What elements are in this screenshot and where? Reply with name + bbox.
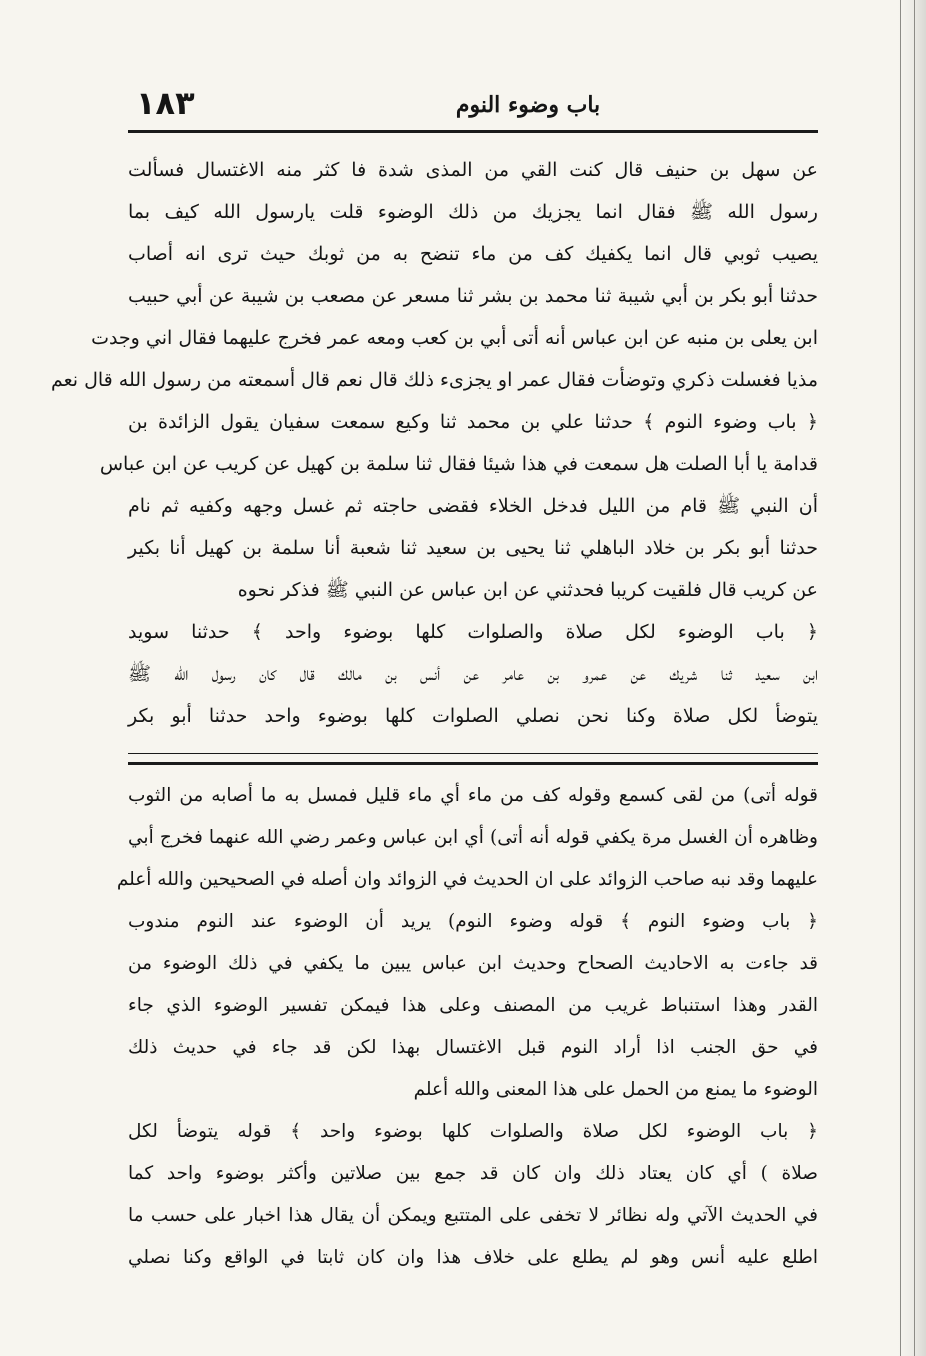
commentary-line: القدر وهذا استنباط غريب من المصنف وعلى هذا فيمكن تفسير الوضوء الذي جاء <box>128 995 818 1016</box>
commentary-line: صلاة ) أي كان يعتاد ذلك وان كان قد جمع بين صلاتين وأكثر بوضوء واحد كما <box>128 1163 818 1184</box>
header-rule <box>128 130 818 133</box>
footnote-divider <box>128 762 818 765</box>
commentary-line: ﴿ باب وضوء النوم ﴾ قوله وضوء النوم) يريد أن الوضوء عند النوم مندوب <box>128 911 818 932</box>
text-line: يتوضأ لكل صلاة وكنا نحن نصلي الصلوات كلها بوضوء واحد حدثنا أبو بكر <box>128 705 818 727</box>
commentary-line: قوله أتى) من لقى كسمع وقوله كف من ماء أي ماء قليل فمسل به ما أصابه من الثوب <box>128 785 818 806</box>
running-title: باب وضوء النوم <box>455 92 601 118</box>
commentary-line: ﴿ باب الوضوء لكل صلاة والصلوات كلها بوضوء واحد ﴾ قوله يتوضأ لكل <box>128 1121 818 1142</box>
footnote-divider <box>128 753 818 754</box>
text-line: عن كريب قال فلقيت كريبا فحدثني عن ابن عباس عن النبي ﷺ فذكر نحوه <box>237 579 818 601</box>
text-line: ﴿ باب الوضوء لكل صلاة والصلوات كلها بوضوء واحد ﴾ حدثنا سويد <box>128 621 818 643</box>
commentary-line: اطلع عليه أنس وهو لم يطلع على خلاف هذا وان كان ثابتا في الواقع وكنا نصلي <box>128 1247 818 1268</box>
text-line: يصيب ثوبي قال انما يكفيك كف من ماء تنضح به من ثوبك حيث ترى انه أصاب <box>128 243 818 265</box>
commentary-line: وظاهره أن الغسل مرة يكفي قوله أنه أتى) أي ابن عباس وعمر رضي الله عنهما فخرج أبي <box>128 827 818 848</box>
text-line: ابن سعيد ثنا شريك عن عمرو بن عامر عن أنس بن مالك قال كان رسول الله ﷺ <box>128 663 818 685</box>
text-line: ابن يعلى بن منبه عن ابن عباس أنه أتى أبي بن كعب ومعه عمر فخرج عليهما فقال اني وجدت <box>91 327 818 349</box>
text-line: رسول الله ﷺ فقال انما يجزيك من ذلك الوضوء قلت يارسول الله كيف بما <box>128 201 818 223</box>
text-line: مذيا فغسلت ذكري وتوضأت فقال عمر او يجزىء ذلك قال نعم قال أسمعته من رسول الله قال نعم <box>50 369 818 391</box>
commentary-line: عليهما وقد نبه صاحب الزوائد على ان الحديث في الزوائد وان أصله في الصحيحين والله أعلم <box>116 869 818 890</box>
page-edge-line <box>914 0 915 1356</box>
commentary-line: في حق الجنب اذا أراد النوم قبل الاغتسال بهذا لكن قد جاء في حديث ذلك <box>128 1037 818 1058</box>
page-edge-line <box>900 0 901 1356</box>
page-number: ١٨٣ <box>136 84 195 122</box>
text-line: أن النبي ﷺ قام من الليل فدخل الخلاء فقضى حاجته ثم غسل وجهه وكفيه ثم نام <box>128 495 818 517</box>
commentary-line: الوضوء ما يمنع من الحمل على هذا المعنى والله أعلم <box>413 1079 818 1100</box>
page-header <box>128 82 818 128</box>
page-edge-shadow <box>898 0 926 1356</box>
commentary-line: قد جاءت به الاحاديث الصحاح وحديث ابن عباس يبين ما يكفي في ذلك الوضوء من <box>128 953 818 974</box>
text-line: حدثنا أبو بكر بن أبي شيبة ثنا محمد بن بشر ثنا مسعر عن مصعب بن شيبة عن أبي حبيب <box>128 285 818 307</box>
text-line: قدامة يا أبا الصلت هل سمعت في هذا شيئا فقال ثنا سلمة بن كهيل عن كريب عن ابن عباس <box>99 453 818 475</box>
commentary-line: في الحديث الآتي وله نظائر لا تخفى على المتتبع ويمكن أن يقال هذا اخبار على حسب ما <box>128 1205 818 1226</box>
text-line: ﴿ باب وضوء النوم ﴾ حدثنا علي بن محمد ثنا وكيع سمعت سفيان يقول الزائدة بن <box>128 411 818 433</box>
text-line: عن سهل بن حنيف قال كنت القي من المذى شدة فا كثر منه الاغتسال فسألت <box>128 159 818 181</box>
text-line: حدثنا أبو بكر بن خلاد الباهلي ثنا يحيى بن سعيد ثنا شعبة أنا سلمة بن كهيل أنا بكير <box>128 537 818 559</box>
